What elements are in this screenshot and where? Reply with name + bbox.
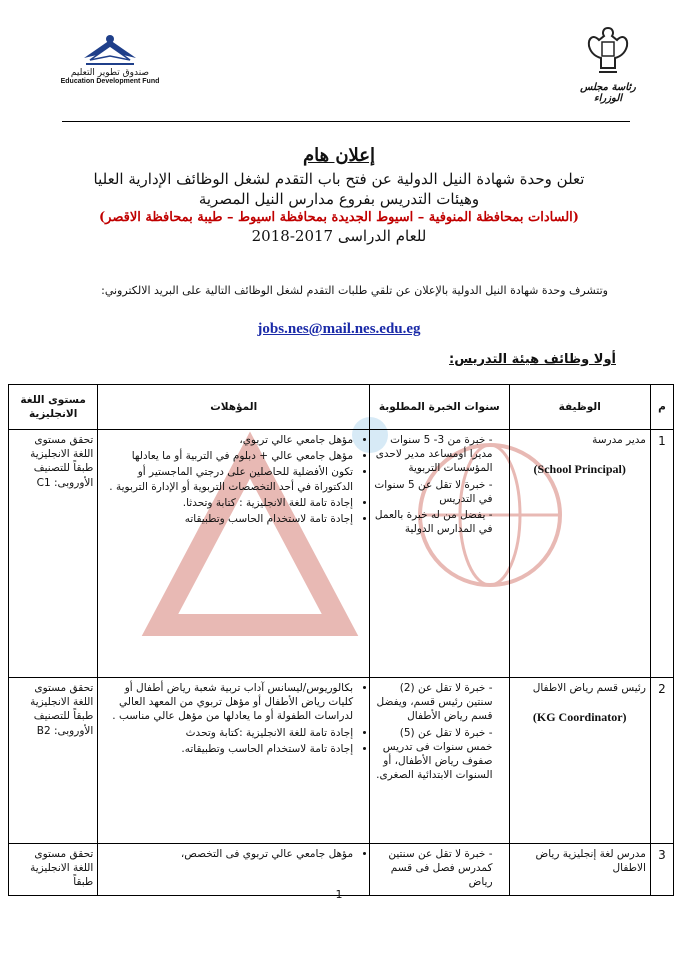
table-header-row: [9, 385, 674, 430]
edf-arabic-name: صندوق تطوير التعليم: [70, 68, 150, 78]
job-title-ar: مدير مدرسة: [592, 434, 646, 446]
academic-year: للعام الدراسى 2017-2018: [251, 227, 427, 245]
experience-cell: [370, 678, 509, 844]
education-development-fund-logo: [50, 32, 170, 97]
edf-english-name: Education Development Fund: [60, 78, 160, 85]
qualification-item: • إجادة تامة لاستخدام الحاسب وتطبيقاته.: [102, 742, 353, 756]
header-experience: سنوات الخبرة المطلوبة: [370, 385, 509, 430]
job-cell: [509, 430, 650, 678]
english-level-cell: تحقق مستوى اللغة الانجليزية طبقاً للتصنيف الأوروبى: C1: [9, 430, 98, 678]
email-link[interactable]: jobs.nes@mail.nes.edu.eg: [257, 321, 421, 337]
email-line: [0, 318, 678, 338]
cabinet-logo: [568, 24, 648, 102]
qualification-item: • تكون الأفضلية للحاصلين على درجتي الماجستير أو الدكتوراة في أحد التخصصات التربوية أو الإدارة التربوية .: [102, 465, 353, 493]
announcement-line-1: تعلن وحدة شهادة النيل الدولية عن فتح باب التقدم لشغل الوظائف الإدارية العليا: [93, 170, 585, 188]
qualification-item: • بكالوريوس/ليسانس آداب تربية شعبة رياض أطفال أو كليات رياض الأطفال أو مؤهل تربوي من المعهد العالي لدراسات الطفولة أو ما يعادلها من مؤهل عالي مناسب .: [102, 681, 353, 724]
section-title: أولا وظائف هيئة التدريس:: [449, 352, 616, 367]
qualification-item: • إجادة تامة للغة الانجليزية :كتابة وتحدث: [102, 726, 353, 740]
qualifications-cell: [98, 678, 370, 844]
intro-text: وتتشرف وحدة شهادة النيل الدولية بالإعلان عن تلقي طلبات التقدم لشغل الوظائف التالية على البريد الالكتروني:: [101, 284, 608, 297]
header-divider: [62, 121, 630, 122]
experience-item: - خبرة لا تقل عن (5) خمس سنوات فى تدريس صفوف رياض الأطفال، أو السنوات الابتدائية الصغرى.: [374, 726, 492, 783]
experience-item: - خبرة من 3- 5 سنوات مديرا أومساعد مدير لاحدى المؤسسات التربوية: [374, 433, 492, 476]
job-cell: [509, 678, 650, 844]
job-title-ar: رئيس قسم رياض الاطفال: [532, 682, 646, 694]
english-level-cell: تحقق مستوى اللغة الانجليزية طبقاً: [9, 844, 98, 896]
announcement-title: إعلان هام: [302, 145, 376, 166]
job-title-ar: مدرس لغة إنجليزية رياض الاطفال: [535, 848, 646, 875]
experience-item: - خبرة لا تقل عن 5 سنوات في التدريس: [374, 478, 492, 506]
page-header: [0, 0, 678, 120]
announcement-heading: [0, 145, 678, 245]
english-level-cell: تحقق مستوى اللغة الانجليزية طبقاً للتصنيف الأوروبى: B2: [9, 678, 98, 844]
qualification-item: • مؤهل جامعي عالي تربوي،: [102, 433, 353, 447]
announcement-locations: (السادات بمحافظة المنوفية – اسيوط الجديدة بمحافظة اسيوط – طيبة بمحافظة الاقصر): [99, 210, 579, 225]
experience-item: - يفضل من له خبرة بالعمل في المدارس الدولية: [374, 508, 492, 536]
job-title-en: (School Principal): [533, 462, 626, 477]
table-row: [9, 430, 674, 678]
header-job: الوظيفة: [509, 385, 650, 430]
row-number: 2: [650, 678, 673, 844]
experience-item: - خبرة لا تقل عن سنتين كمدرس فصل فى قسم رياض: [374, 847, 492, 890]
job-title-en: (KG Coordinator): [532, 710, 627, 725]
qualification-item: • مؤهل جامعي عالي تربوي فى التخصص،: [102, 847, 353, 861]
header-number: م: [650, 385, 673, 430]
page-number: 1: [335, 888, 343, 901]
jobs-table: [8, 384, 674, 896]
experience-item: - خبرة لا تقل عن (2) سنتين رئيس قسم، ويفضل قسم رياض الأطفال: [374, 681, 492, 724]
table-row: [9, 678, 674, 844]
header-qualifications: المؤهلات: [98, 385, 370, 430]
experience-cell: [370, 430, 509, 678]
eagle-emblem-icon: [568, 24, 648, 80]
announcement-line-2: وهيئات التدريس بفروع مدارس النيل المصرية: [198, 190, 480, 208]
qualification-item: • إجادة تامة لاستخدام الحاسب وتطبيقاته: [102, 512, 353, 526]
qualifications-cell: [98, 430, 370, 678]
cabinet-arabic-name: رئاسة مجلس الوزراء: [580, 82, 636, 104]
book-hands-icon: [80, 32, 140, 66]
qualification-item: • مؤهل جامعي عالي + دبلوم في التربية أو ما يعادلها: [102, 449, 353, 463]
header-english-level: مستوى اللغة الانجليزية: [9, 385, 98, 430]
row-number: 1: [650, 430, 673, 678]
row-number: 3: [650, 844, 673, 896]
qualification-item: • إجادة تامة للغة الانجليزية : كتابة وتحدثا.: [102, 496, 353, 510]
